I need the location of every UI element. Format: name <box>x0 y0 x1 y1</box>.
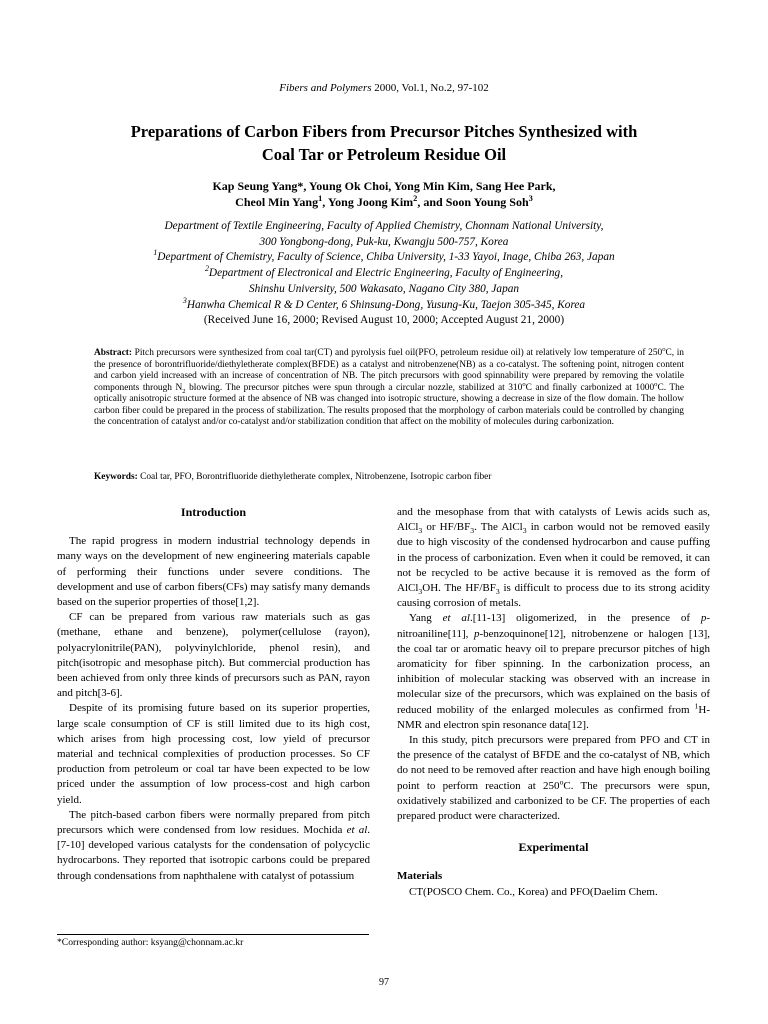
paragraph-text: In this study, pitch precursors were prepared from PFO and CT in the presence of the catalyst of BFDE and the co-catalyst of NB, which do not need to be removed after reaction and have high enough boiling point to perform reaction at 250 <box>397 734 710 792</box>
subscript: 3 <box>418 526 423 536</box>
author-sup: 3 <box>528 194 533 203</box>
keywords <box>94 471 684 483</box>
paragraph-text: . The AlCl <box>474 521 523 534</box>
affiliation-text: Department of Electronical and Electric Engineering, Faculty of Engineering, <box>208 267 564 280</box>
degree-sup: o <box>662 345 666 353</box>
author-sup: 1 <box>318 194 323 203</box>
paragraph-text: OH. The HF/BF <box>422 582 496 595</box>
paragraph-text: C. The precursors were spun, oxidatively stabilized and carbonized to be CF. The properties of each prepared product were characterized. <box>397 779 710 823</box>
abstract-text: C, in the presence of borontrifluoride/diethyletherate complex(BFDE) as a catalyst and nitrobenzene(NB) as a co-catalyst. The softening point, nitrogen content and carbon yield increased with an increase of concentration of NB. The pitch precursors with good spinnability were prepared by removing the volatile components through N <box>94 348 684 393</box>
paragraph-text: or HF/BF <box>422 521 471 534</box>
et-al: et al <box>442 612 470 625</box>
paragraph: The rapid progress in modern industrial technology depends in many ways on the development of new engineering materials capable of performing their functions under severe conditions. The development and use of carbon fibers(CFs) may satisfy many demands based on the superior properties of those[1,2]. <box>57 535 370 609</box>
subscript: 3 <box>495 587 500 597</box>
page-number: 97 <box>379 977 389 988</box>
author-line-1: Kap Seung Yang*, Young Ok Choi, Yong Min Kim, Sang Hee Park, <box>212 179 556 193</box>
paragraph: Despite of its promising future based on its superior properties, large scale consumption of CF is still limited due to its high cost, which arises from high processing cost, low yield of precursor material and technical complexities of production processes. So CF production from petroleum or coal tar have been expected to be low priced under the assumption of low process-cost and high carbon yield. <box>57 702 370 806</box>
paragraph <box>57 808 370 884</box>
received-dates: (Received June 16, 2000; Revised August 10, 2000; Accepted August 21, 2000) <box>203 314 565 327</box>
abstract <box>94 345 684 429</box>
abstract-label: Abstract: <box>94 348 133 358</box>
footnote-divider <box>57 934 369 935</box>
degree-sup: o <box>654 380 658 388</box>
italic-p: p <box>473 627 480 640</box>
journal-citation <box>0 82 768 94</box>
subscript: 2 <box>182 387 186 395</box>
subscript: 3 <box>470 526 475 536</box>
left-column <box>57 505 370 884</box>
affiliation-line <box>60 250 708 266</box>
subscript: 3 <box>522 526 527 536</box>
abstract-text: blowing. The precursor pitches were spun through a circular nozzle, stabilized at 310 <box>185 382 523 393</box>
affiliation-line <box>60 266 708 282</box>
paragraph <box>397 733 710 824</box>
paragraph-text: Yang <box>409 612 443 625</box>
author-sup: 2 <box>413 194 418 203</box>
author-line-2 <box>60 194 708 210</box>
paragraph-text: and the mesophase from that with catalysts of Lewis acids such as, AlCl <box>397 506 710 534</box>
journal-volume: 2000, Vol.1, No.2, 97-102 <box>371 82 489 94</box>
paper-title <box>60 120 708 166</box>
paragraph-text: H-NMR and electron spin resonance data[12]. <box>397 703 710 731</box>
right-column <box>397 505 710 900</box>
paragraph: CF can be prepared from various raw materials such as gas (methane, ethane and benzene), polymer(cellulose (rayon), polyacrylonitrile(PAN), polyvinylchloride, phenol resin), and pitch(isotropic and mesophase pitch). But commercial production has been achieved from only three kinds of precursors such as PAN, rayon and pitch[3-6]. <box>57 611 370 700</box>
affiliation-sup: 3 <box>182 295 187 305</box>
affiliation-sup: 2 <box>204 264 209 274</box>
abstract-text: C. The optically anisotropic structure formed at the absence of NB was changed into isotropic structure, showing a decrease in size of the flow domain. The hollow carbon fiber could be prepared in the process of stabilization. The results proposed that the morphology of carbon materials could be controlled by changing the concentration of catalyst and/or co-catalyst and/or stabilization condition that affect on the mobility of molecules during carbonization. <box>94 382 684 427</box>
paragraph-text: .[7-10] developed various catalysts for the condensation of polycyclic hydrocarbons. They reported that isotropic carbons could be prepared through condensations from naphthalene with catalyst of potassium <box>57 824 371 882</box>
paragraph-text: The pitch-based carbon fibers were normally prepared from pitch precursors which were condensed from low residues. Mochida <box>57 808 370 837</box>
author-name: , Yong Joong Kim <box>322 195 414 209</box>
paragraph: CT(POSCO Chem. Co., Korea) and PFO(Daelim Chem. <box>409 885 658 898</box>
degree-sup: o <box>522 380 526 388</box>
paragraph <box>397 611 710 733</box>
keywords-label: Keywords: <box>94 472 138 482</box>
section-heading-introduction: Introduction <box>180 505 247 519</box>
superscript: 1 <box>694 700 699 710</box>
affiliation-line: Shinshu University, 500 Wakasato, Nagano City 380, Japan <box>248 282 520 295</box>
affiliations <box>60 219 708 329</box>
affiliation-line: 300 Yongbong-dong, Puk-ku, Kwangju 500-757, Korea <box>259 235 509 248</box>
subsection-heading-materials: Materials <box>397 870 443 883</box>
affiliation-sup: 1 <box>153 248 158 258</box>
subscript: 3 <box>418 587 423 597</box>
italic-p: p <box>700 612 707 625</box>
author-list <box>60 178 708 210</box>
degree-sup: o <box>559 777 564 786</box>
journal-name: Fibers and Polymers <box>279 82 372 94</box>
keywords-text: Coal tar, PFO, Borontrifluoride diethyletherate complex, Nitrobenzene, Isotropic carbon fiber <box>137 472 492 482</box>
paragraph <box>397 505 710 611</box>
affiliation-text: Hanwha Chemical R & D Center, 6 Shinsung-Dong, Yusung-Ku, Taejon 305-345, Korea <box>186 298 586 311</box>
title-line-2: Coal Tar or Petroleum Residue Oil <box>261 145 507 164</box>
affiliation-line <box>60 295 708 314</box>
title-line-1: Preparations of Carbon Fibers from Precursor Pitches Synthesized with <box>130 122 638 141</box>
corresponding-author-footnote: *Corresponding author: ksyang@chonnam.ac.kr <box>57 937 244 948</box>
paragraph-text: is difficult to process due to its strong acidity causing corrosion of metals. <box>397 582 710 610</box>
et-al: et al <box>346 824 368 837</box>
paragraph-text: -nitroaniline[11], <box>397 612 711 640</box>
abstract-text: C and finally carbonized at 1000 <box>525 382 655 393</box>
affiliation-line: Department of Textile Engineering, Faculty of Applied Chemistry, Chonnam National University, <box>164 220 604 232</box>
affiliation-text: Department of Chemistry, Faculty of Science, Chiba University, 1-33 Yayoi, Inage, Chiba 263, Japan <box>157 251 615 264</box>
author-name: Cheol Min Yang <box>235 195 319 209</box>
paragraph-text: -benzoquinone[12], nitrobenzene or halogen [13], the coal tar or aromatic heavy oil to prepare precursor pitches of high aromaticity for fiber spinning. In the carbonization process, an inhibition of molecular stacking was observed with an increase in molecular size of the precursors, which was explained on the basis of reduced mobility of the enlarged molecules as confirmed from <box>397 627 710 716</box>
author-name: , and Soon Young Soh <box>417 195 529 209</box>
paragraph-text: in carbon would not be removed easily due to high viscosity of the condensed hydrocarbon and cause puffing in the process of carbonization. Even when it could be removed, it can not be recycled to be active because it is removed as the form of AlCl <box>397 521 710 595</box>
paragraph-text: .[11-13] oligomerized, in the presence of <box>469 612 701 625</box>
abstract-text: Pitch precursors were synthesized from coal tar(CT) and pyrolysis fuel oil(PFO, petroleum residue oil) at relatively low temperature of 250 <box>132 348 663 358</box>
section-heading-experimental: Experimental <box>518 840 589 855</box>
